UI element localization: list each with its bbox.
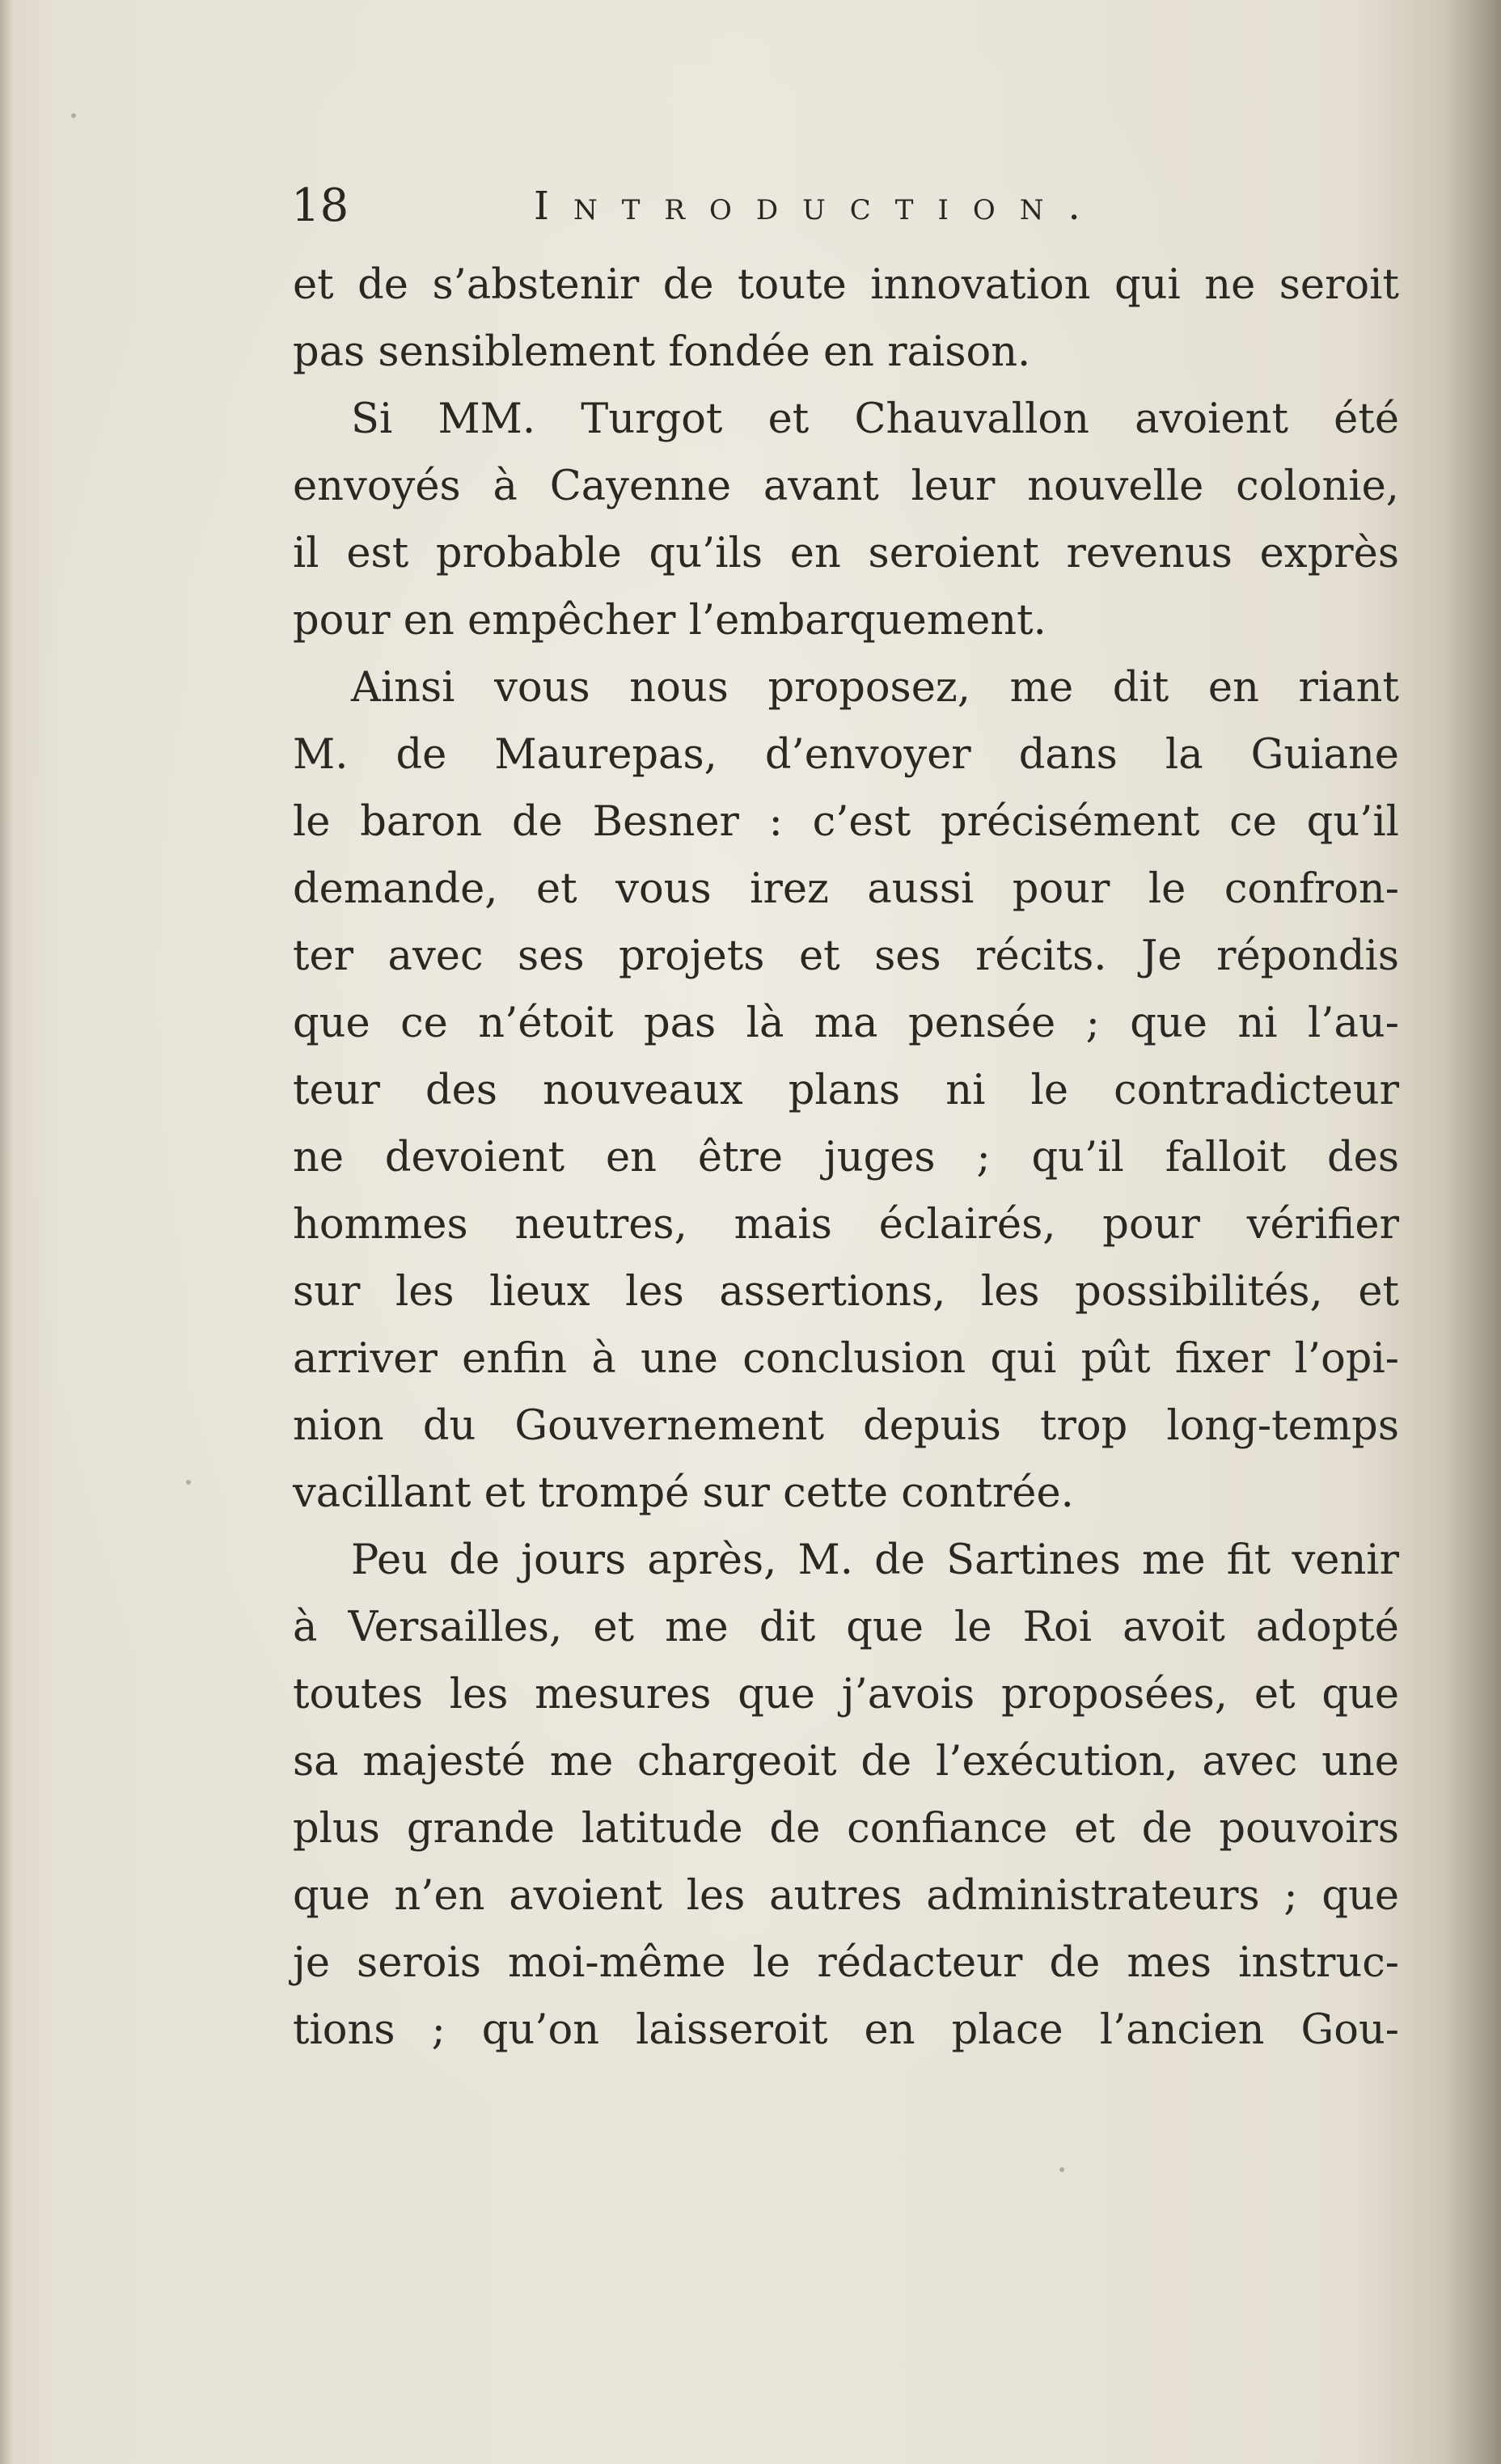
text-line: nion du Gouvernement depuis trop long-temps [293, 1402, 1399, 1450]
text-line: plus grande latitude de confiance et de pouvoirs [293, 1805, 1399, 1853]
page-gutter-shadow [1444, 0, 1501, 2464]
text-line: vacillant et trompé sur cette contrée. [293, 1469, 1074, 1517]
running-head: Introduction. [534, 184, 1105, 229]
text-line: le baron de Besner : c’est précisément ce qu’il [293, 798, 1399, 846]
text-line: hommes neutres, mais éclairés, pour vérifier [293, 1201, 1399, 1249]
text-line: que n’en avoient les autres administrateurs ; que [293, 1872, 1399, 1920]
text-line: à Versailles, et me dit que le Roi avoit adopté [293, 1604, 1399, 1651]
page-left-edge [0, 0, 11, 2464]
text-line: Ainsi vous nous proposez, me dit en riant [351, 664, 1399, 712]
text-line: toutes les mesures que j’avois proposées, et que [293, 1671, 1399, 1718]
text-line: que ce n’étoit pas là ma pensée ; que ni l’au- [293, 1000, 1399, 1047]
text-line: pas sensiblement fondée en raison. [293, 328, 1031, 376]
body-text [293, 251, 1399, 2064]
text-line: je serois moi-même le rédacteur de mes instruc- [293, 1939, 1399, 1987]
paper-speck [1059, 2167, 1064, 2172]
text-line: et de s’abstenir de toute innovation qui ne seroit [293, 261, 1399, 309]
text-line: sur les lieux les assertions, les possibilités, et [293, 1268, 1399, 1316]
paper-speck [71, 113, 76, 118]
text-line: M. de Maurepas, d’envoyer dans la Guiane [293, 731, 1399, 779]
text-line: envoyés à Cayenne avant leur nouvelle colonie, [293, 463, 1399, 510]
text-line: il est probable qu’ils en seroient revenus exprès [293, 530, 1399, 577]
page-number: 18 [291, 180, 349, 232]
page-header [291, 170, 1407, 243]
text-line: arriver enfin à une conclusion qui pût fixer l’opi- [293, 1335, 1399, 1383]
text-line: ne devoient en être juges ; qu’il falloit des [293, 1134, 1399, 1181]
text-line: sa majesté me chargeoit de l’exécution, avec une [293, 1738, 1399, 1786]
text-line: ter avec ses projets et ses récits. Je répondis [293, 932, 1399, 980]
text-line: teur des nouveaux plans ni le contradicteur [293, 1067, 1399, 1114]
text-line: tions ; qu’on laisseroit en place l’ancien Gou- [293, 2006, 1399, 2054]
text-line: Si MM. Turgot et Chauvallon avoient été [351, 395, 1399, 443]
text-line: pour en empêcher l’embarquement. [293, 597, 1046, 645]
text-line: Peu de jours après, M. de Sartines me fit venir [351, 1536, 1399, 1584]
paper-speck [186, 1480, 191, 1485]
text-line: demande, et vous irez aussi pour le confron- [293, 865, 1399, 913]
